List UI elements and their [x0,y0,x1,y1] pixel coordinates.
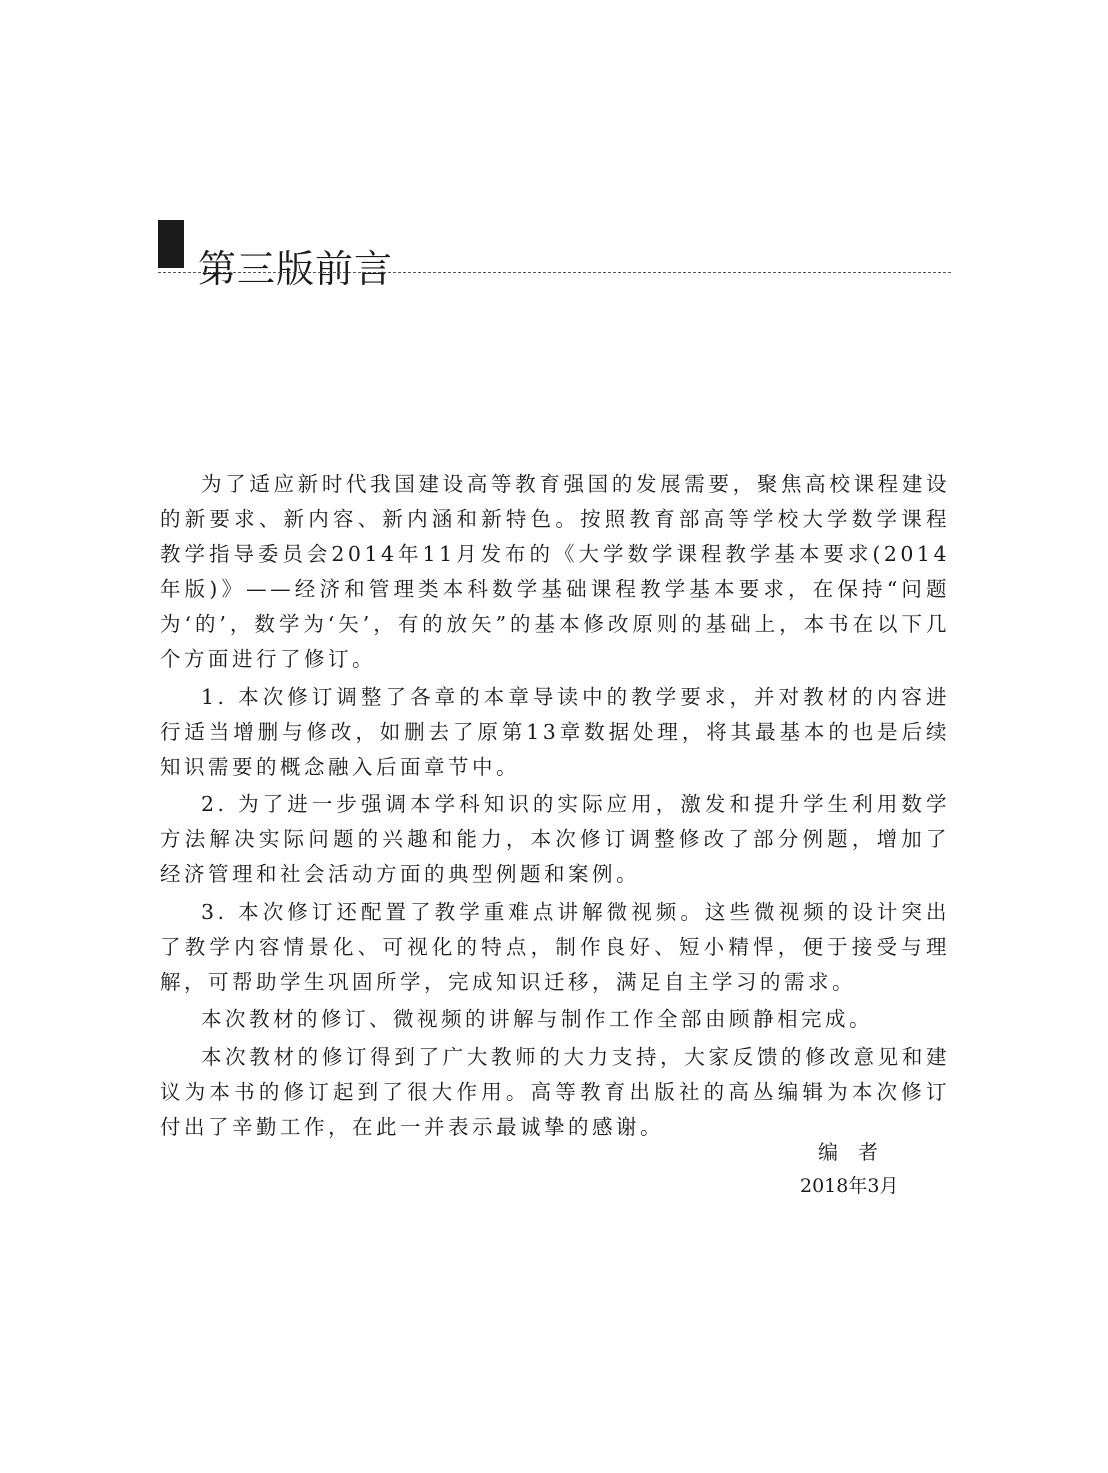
paragraph-credits: 本次教材的修订、微视频的讲解与制作工作全部由顾静相完成。 [201,1007,873,1031]
page-title: 第三版前言 [198,247,394,292]
paragraph-intro: 为了适应新时代我国建设高等教育强国的发展需要，聚焦高校课程建设的新要求、新内容、新内涵和新特色。按照教育部高等学校大学数学课程教学指导委员会2014年11月发布的《大学数学课程教学基本要求(2014年版)》——经济和管理类本科数学基础课程教学基本要求，在保持“问题为‘的’，数学为‘矢’，有的放矢”的基本修改原则的基础上，本书在以下几个方面进行了修订。 [160,472,950,671]
page-header [158,213,951,292]
signature-block [790,1135,920,1203]
signature-author: 编者 [818,1140,898,1164]
paragraph-item-3: 3. 本次修订还配置了教学重难点讲解微视频。这些微视频的设计突出了教学内容情景化、可视化的特点，制作良好、短小精悍，便于接受与理解，可帮助学生巩固所学，完成知识迁移，满足自主学习的需求。 [160,899,950,994]
paragraph-acknowledgements: 本次教材的修订得到了广大教师的大力支持，大家反馈的修改意见和建议为本书的修订起到了很大作用。高等教育出版社的高丛编辑为本次修订付出了辛勤工作，在此一并表示最诚挚的感谢。 [160,1044,950,1139]
title-divider [158,272,951,273]
paragraph-item-1: 1. 本次修订调整了各章的本章导读中的教学要求，并对教材的内容进行适当增删与修改，如删去了原第13章数据处理，将其最基本的也是后续知识需要的概念融入后面章节中。 [160,684,950,779]
preface-body [160,467,950,1147]
paragraph-item-2: 2. 为了进一步强调本学科知识的实际应用，激发和提升学生利用数学方法解决实际问题的兴趣和能力，本次修订调整修改了部分例题，增加了经济管理和社会活动方面的典型例题和案例。 [160,792,950,886]
title-marker-bar [158,220,184,268]
signature-date: 2018年3月 [800,1175,899,1197]
